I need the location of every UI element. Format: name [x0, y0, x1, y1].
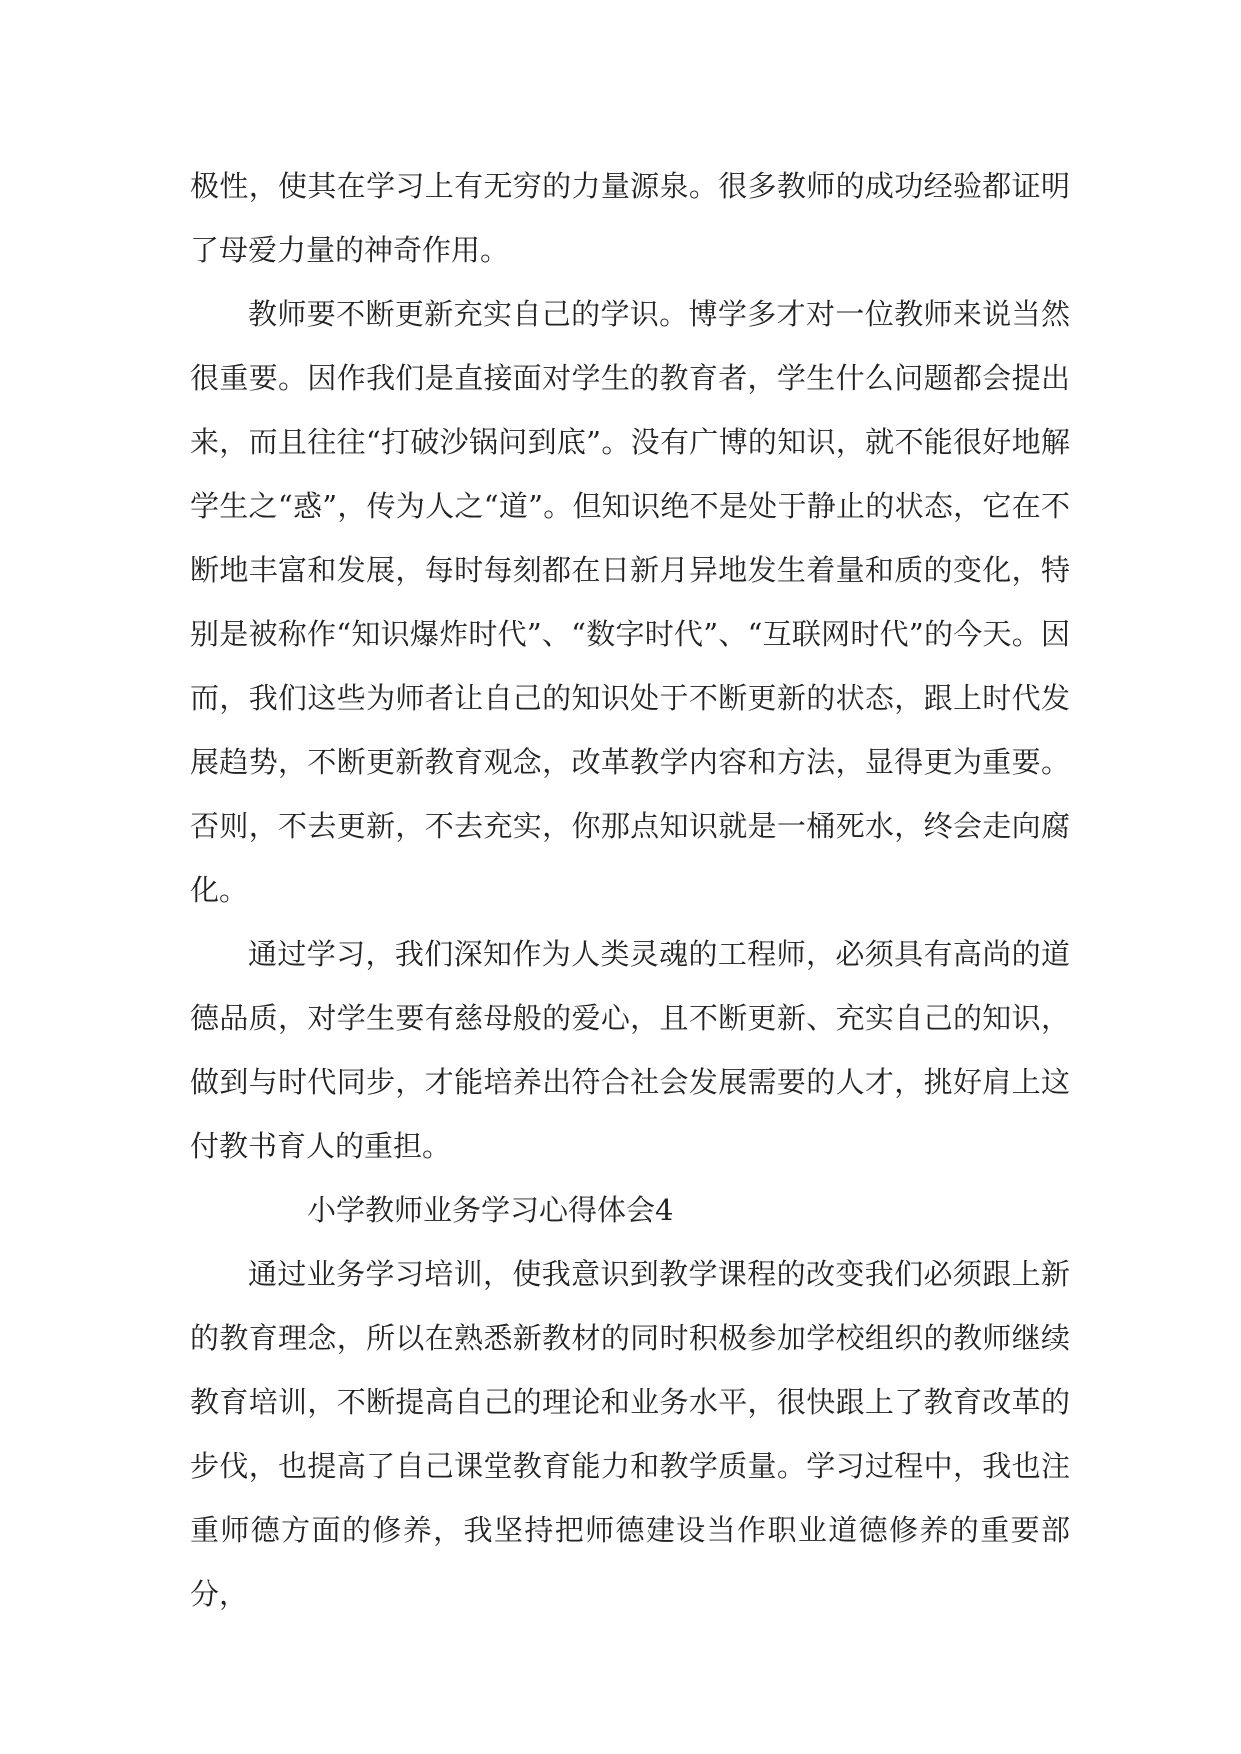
paragraph-section-4-body: 通过业务学习培训，使我意识到教学课程的改变我们必须跟上新的教育理念，所以在熟悉新教材的同时积极参加学校组织的教师继续教育培训，不断提高自己的理论和业务水平，很快跟上了教育改革的步伐，也提高了自己课堂教育能力和教学质量。学习过程中，我也注重师德方面的修养，我坚持把师德建设当作职业道德修养的重要部分，: [190, 1257, 1070, 1611]
paragraph-continuation: 极性，使其在学习上有无穷的力量源泉。很多教师的成功经验都证明了母爱力量的神奇作用。: [190, 169, 1070, 267]
document-body: [190, 154, 1070, 1626]
section-heading: 小学教师业务学习心得体会4: [307, 1193, 674, 1227]
paragraph-teacher-knowledge: 教师要不断更新充实自己的学识。博学多才对一位教师来说当然很重要。因作我们是直接面对学生的教育者，学生什么问题都会提出来，而且往往“打破沙锅问到底”。没有广博的知识，就不能很好地解学生之“惑”，传为人之“道”。但知识绝不是处于静止的状态，它在不断地丰富和发展，每时每刻都在日新月异地发生着量和质的变化，特别是被称作“知识爆炸时代”、“数字时代”、“互联网时代”的今天。因而，我们这些为师者让自己的知识处于不断更新的状态，跟上时代发展趋势，不断更新教育观念，改革教学内容和方法，显得更为重要。否则，不去更新，不去充实，你那点知识就是一桶死水，终会走向腐化。: [190, 297, 1070, 907]
paragraph-conclusion: 通过学习，我们深知作为人类灵魂的工程师，必须具有高尚的道德品质，对学生要有慈母般的爱心，且不断更新、充实自己的知识，做到与时代同步，才能培养出符合社会发展需要的人才，挑好肩上这付教书育人的重担。: [190, 937, 1070, 1163]
